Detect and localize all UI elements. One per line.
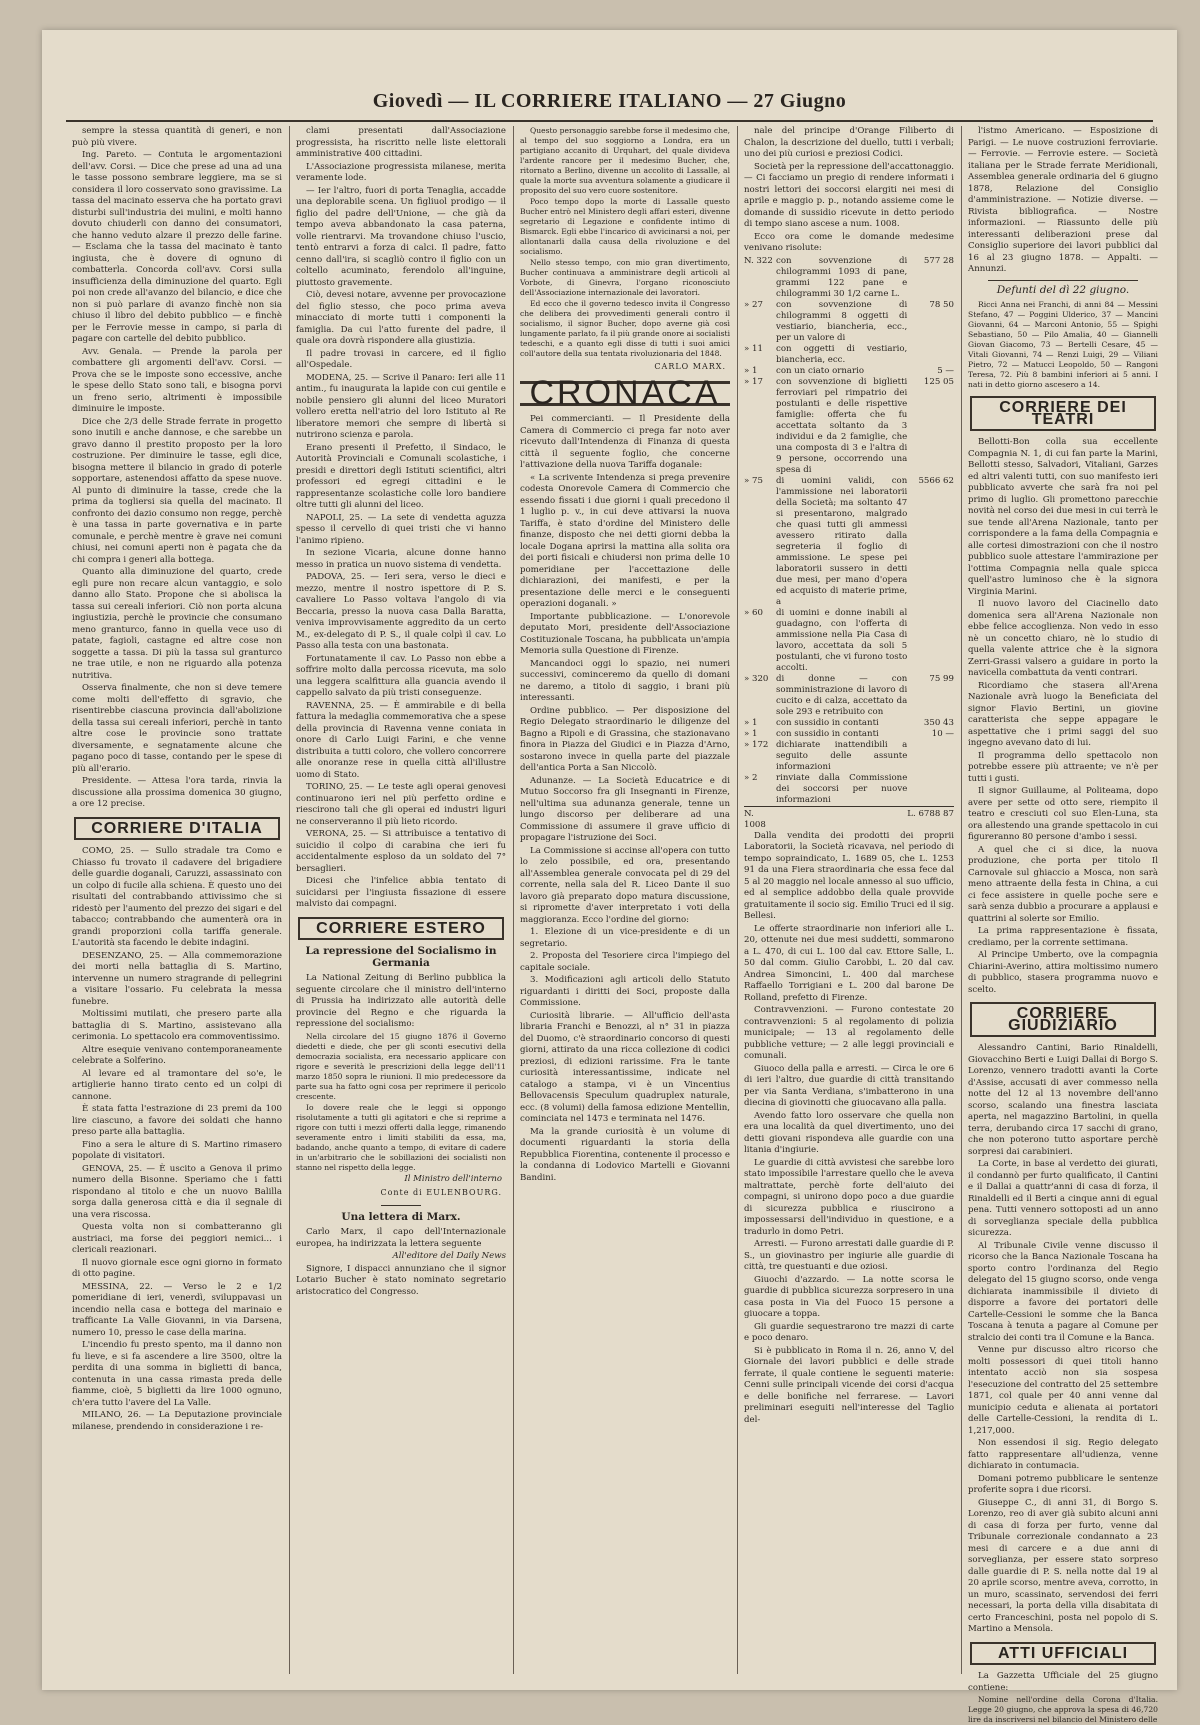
column-3 bbox=[520, 126, 730, 1674]
article-paragraph: MESSINA, 22. — Verso le 2 e 1/2 pomeridiane di ieri, venerdì, sviluppavasi un incendio nella casa e bottega del marinaio e trafficante La Valle Giovanni, in via Darsena, numero 10, presso le case della marina. bbox=[72, 1281, 282, 1338]
column-rule bbox=[737, 126, 738, 1674]
article-paragraph: clami presentati dall'Associazione progressista, ha riscritto nelle liste elettorali amministrative 400 cittadini. bbox=[296, 126, 506, 159]
ledger-amount bbox=[907, 773, 954, 807]
article-paragraph: Avendo fatto loro osservare che quella non era una località da quel divertimento, uno dei detti giovani rispondeva alle guardie con una litania d'ingiurie. bbox=[744, 1110, 954, 1155]
article-paragraph: Osserva finalmente, che non si deve temere come molti dell'effetto di sgravio, che risentirebbe ciascuna provincia dall'abolizione della tassa sui cereali inferiori, perchè in tanto altre cose le provincie sono trattate diversamente, e segnatamente alcune che pagano poco di tasse, contando per le spese di più all'erario. bbox=[72, 683, 282, 774]
article-paragraph: Nella circolare del 15 giugno 1876 il Governo diedetti e diede, che per gli sconti esecutivi della democrazia socialista, era necessario applicare con rigore e severità le prescrizioni della legge dell'11 marzo 1850 sopra le riunioni. Il mio predecessore da parte sua ha fatto ogni cosa per reprimere il pericolo crescente. bbox=[296, 1031, 506, 1101]
column-rule bbox=[289, 126, 290, 1674]
ledger-amount: 5566 62 bbox=[918, 475, 954, 486]
article-paragraph: DESENZANO, 25. — Alla commemorazione dei morti nella battaglia di S. Martino, intervenne un numero stragrande di pellegrini a visitare l'ossario. Fu celebrata la messa funebre. bbox=[72, 950, 282, 1007]
ledger-description: con sussidio in contanti bbox=[776, 717, 879, 728]
ledger-description: con oggetti di vestiario, biancheria, ecc. bbox=[776, 343, 908, 365]
article-paragraph: La Corte, in base al verdetto dei giurati, il condannò per furto qualificato, il Cantini e il Dallai a quattr'anni di casa di forza, il Rinaldelli ed il Berti a cinque anni di egual pena. Tutti vennero sottoposti ad un anno di sorveglianza speciale della pubblica sicurezza. bbox=[968, 1159, 1158, 1238]
column-5 bbox=[968, 126, 1158, 1724]
relief-ledger-table bbox=[744, 256, 954, 831]
ledger-amount: 350 43 bbox=[923, 717, 954, 728]
ledger-amount bbox=[907, 740, 954, 773]
article-paragraph: Alessandro Cantini, Bario Rinaldelli, Giovacchino Berti e Luigi Dallai di Borgo S. Lorenzo, vennero tradotti avanti la Corte d'Assise, accusati di aver commesso nella notte del 12 al 13 novembre dell'anno scorso, scalando una finestra lasciata aperta, nel magazzino Bartolini, in quella terra, derubando circa 17 sacchi di grano, che non poterono tutto asportare perchè sorpresi dai carabinieri. bbox=[968, 1043, 1158, 1157]
article-paragraph: All'editore del Daily News bbox=[392, 1251, 506, 1261]
article-paragraph: Adunanze. — La Società Educatrice e di Mutuo Soccorso fra gli Insegnanti in Firenze, nell'ultima sua adunanza generale, tenne un lungo discorso per deliberare ad una Commissione di assumere il grave ufficio di propagare l'istruzione dei Soci. bbox=[520, 775, 730, 843]
article-paragraph: La Commissione si accinse all'opera con tutto lo zelo possibile, ed ora, presentando all'Assemblea generale convocata pel di 29 del corrente, nella sala del R. Liceo Dante il suo lavoro già preparato dopo matura discussione, si ripromette d'aver interpretato i voti della maggioranza. Ecco l'ordine del giorno: bbox=[520, 845, 730, 925]
article-paragraph: Il nuovo lavoro del Ciacinello dato domenica sera all'Arena Nazionale non ebbe felice accoglienza. Non vedo in esso nè un concetto chiaro, nè lo studio di quella valente attrice che è la signora Zerri-Grassi valsero a guidare in porto la navicella combattuta da venti contrari. bbox=[968, 599, 1158, 678]
article-paragraph: Le guardie di città avvistesi che sarebbe loro stato impossibile l'arrestare quello che le aveva maltrattate, perchè forte dell'aiuto dei compagni, si unirono dopo poco a due guardie di sicurezza pubblica e riuscirono a impossessarsi dell'individuo in questione, e a tradurlo in domo Petri. bbox=[744, 1157, 954, 1237]
article-headline: La repressione del Socialismo in Germania bbox=[305, 945, 497, 969]
ledger-row bbox=[744, 377, 954, 476]
article-paragraph: Bellotti-Bon colla sua eccellente Compagnia N. 1, di cui fan parte la Marini, Bellotti stesso, Salvadori, Vitaliani, Garzes ed altri valenti tutti, con suo manifesto ieri pubblicato avverte che sarà fra noi pel primo di luglio. Gli promettono parecchie novità nel corso dei due mesi in cui terrà le sue tende all'Arena Nazionale, tanto per corrispondere a la fama della Compagnia e alle cortesi dimostrazioni con che il nostro pubblico suole attestare l'ammirazione per l'ottima Compagnia nella quale spicca quell'astro luminoso che è la signora Virginia Marini. bbox=[968, 437, 1158, 597]
signature-name: Conte di EULENBOURG. bbox=[380, 1188, 502, 1197]
article-paragraph: Ma la grande curiosità è un volume di documenti riguardanti la storia della Repubblica Fiorentina, contenente il processo e la condanna di Lodovico Martelli e Giovanni Bandini. bbox=[520, 1126, 730, 1183]
ledger-amount: 125 05 bbox=[923, 376, 954, 387]
ledger-description: con sussidio in contanti bbox=[776, 728, 879, 739]
article-paragraph: VERONA, 25. — Si attribuisce a tentativo di suicidio il colpo di carabina che ieri fu accidentalmente esploso da un soldato del 7° bersaglieri. bbox=[296, 829, 506, 874]
ledger-row bbox=[744, 773, 954, 807]
ledger-amount: 78 50 bbox=[929, 299, 954, 310]
article-paragraph: Domani potremo pubblicare le sentenze proferite sopra i due ricorsi. bbox=[968, 1473, 1158, 1495]
article-paragraph: Questa volta non si combatteranno gli austriaci, ma forse dei peggiori nemici... i clericali reazionari. bbox=[72, 1222, 282, 1255]
article-paragraph: La prima rappresentazione è fissata, crediamo, per la corrente settimana. bbox=[968, 926, 1158, 948]
ledger-row bbox=[744, 674, 954, 718]
article-paragraph: GENOVA, 25. — È uscito a Genova il primo numero della Bisonne. Speriamo che i fatti rispondano al titolo e che un nuovo Balilla sorga dalla generosa città e dia il segnale di una vera riscossa. bbox=[72, 1163, 282, 1220]
article-paragraph: Al levare ed al tramontare del so'e, le artiglierie hanno tirato cento ed un colpi di cannone. bbox=[72, 1068, 282, 1102]
ledger-amount: 5 — bbox=[937, 365, 954, 376]
column-2 bbox=[296, 126, 506, 1674]
article-paragraph: Il padre trovasi in carcere, ed il figlio all'Ospedale. bbox=[296, 348, 506, 370]
article-paragraph: Società per la repressione dell'accattonaggio. — Ci facciamo un pregio di rendere informati i nostri lettori dei soccorsi elargiti nei mesi di aprile e maggio p. p., notando assieme come le domande di sussidio ricevute in detto periodo di tempo siano ascese a num. 1008. bbox=[744, 161, 954, 229]
ledger-description: di uomini validi, con l'ammissione nei laboratorii della Società; ma soltanto 47 si presentarono, malgrado che quasi tutti gli ammessi avessero ritirato dalla segreteria il foglio di ammissione. Le spese pei laboratorii sussero in detti due mesi, per mano d'opera ed acquisto di materie prime, a bbox=[776, 475, 908, 607]
article-paragraph: Il signor Guillaume, al Politeama, dopo avere per sette od otto sere, riempito il teatro e cresciuti col suo Elen-Luna, sta ora allestendo una grande spettacolo in cui figureranno 80 persone d'ambo i sessi. bbox=[968, 786, 1158, 842]
article-paragraph: Al Principe Umberto, ove la compagnia Chiarini-Averino, attira moltissimo numero di pubblico, stasera programma nuovo e scelto. bbox=[968, 950, 1158, 995]
column-rule bbox=[961, 126, 962, 1674]
article-paragraph: Carlo Marx, il capo dell'Internazionale europea, ha indirizzata la lettera seguente bbox=[296, 1227, 506, 1249]
article-paragraph: In sezione Vicaria, alcune donne hanno messo in pratica un nuovo sistema di vendetta. bbox=[296, 548, 506, 570]
section-title-giudiziario: CORRIERE GIUDIZIARIO bbox=[970, 1002, 1156, 1037]
article-paragraph: Questo personaggio sarebbe forse il medesimo che, al tempo del suo soggiorno a Londra, era un partigiano accanito di Urquhart, del quale divideva l'ardente rancore per il medesimo Bucher, che, ritornato a Berlino, divenne un accolito di Lassalle, al quale la morte sua avventura solamente a giudicare il proposito del suo vero cuore sostenitore. bbox=[520, 126, 730, 195]
masthead: Giovedì — IL CORRIERE ITALIANO — 27 Giugno bbox=[372, 90, 847, 112]
masthead-rule bbox=[66, 120, 1153, 122]
article-paragraph: PADOVA, 25. — Ieri sera, verso le dieci e mezzo, mentre il nostro ispettore di P. S. cavaliere Lo Passo voltava l'angolo di via Beccaria, presso la nuova casa Dalla Baratta, veniva improvvisamente aggredito da un certo M., ex-delegato di P. S., il quale colpì il cav. Lo Passo alla testa con una bastonata. bbox=[296, 572, 506, 651]
ledger-count: » 320 bbox=[744, 673, 769, 684]
article-paragraph: Ecco ora come le domande medesime venivano risolute: bbox=[744, 231, 954, 253]
article-paragraph: Io dovere reale che le leggi si oppongo risolutamente a tutti gli agitatori e che si reprime a rigore con tutti i mezzi offerti dalla legge, rimanendo severamente entro i limiti stabiliti da essa, ma, badando, anche quanto a tempo, di evitare di cadere in un'arbitrario che le sobillazioni dei socialisti non stanno nel rispetto della legge. bbox=[296, 1102, 506, 1172]
article-paragraph: Pei commercianti. — Il Presidente della Camera di Commercio ci prega far noto aver ricevuto dall'Intendenza di Finanza di questa città il seguente foglio, che concerne l'attivazione della nuova Tariffa doganale: bbox=[520, 414, 730, 470]
article-paragraph: Giuoco della palla e arresti. — Circa le ore 6 di ieri l'altro, due guardie di città transitando per via Santa Verdiana, s'imbatterono in una diecina di giovinotti che giuocavano alla palla. bbox=[744, 1063, 954, 1108]
article-paragraph: Ricordiamo che stasera all'Arena Nazionale avrà luogo la Beneficiata del signor Flavio Bertini, un giovine caratterista che seppe appagare le aspettative che i primi saggi del suo ingegno avevano dato di lui. bbox=[968, 680, 1158, 748]
article-paragraph: Non essendosi il sig. Regio delegato fatto rappresentare all'udienza, venne dichiarato in contumacia. bbox=[968, 1438, 1158, 1471]
article-paragraph: Nomine nell'ordine della Corona d'Italia. Legge 20 giugno, che approva la spesa di 46,720 lire da inscriversi nel bilancio del Ministero delle bbox=[968, 1695, 1158, 1724]
article-paragraph: Altre esequie venivano contemporaneamente celebrate a Solferino. bbox=[72, 1044, 282, 1066]
article-paragraph: Nello stesso tempo, con mio gran divertimento, Bucher continuava a amministrare degli articoli al Vorbote, di Ginevra, l'organo riconosciuto dell'Associazione internazionale dei lavoratori. bbox=[520, 258, 730, 297]
signature: CARLO MARX. bbox=[654, 362, 726, 371]
ledger-amount bbox=[907, 608, 954, 674]
article-paragraph: l'istmo Americano. — Esposizione di Parigi. — Le nuove costruzioni ferroviarie. — Ferrovie. — Ferrovie estere. — Società italiana per le Strade ferrate Meridionali, Assemblea generale ordinaria del 6 giugno 1878, Relazione del Consiglio d'amministrazione. — Notizie diverse. — Rivista bibliografica. — Nostre informazioni. — Riassunto delle più interessanti deliberazioni prese dal Consiglio superiore dei lavori pubblici dal 16 al 23 giugno 1878. — Appalti. — Annunzi. bbox=[968, 126, 1158, 274]
ledger-row bbox=[744, 256, 954, 300]
ledger-amount: 577 28 bbox=[923, 255, 954, 266]
ledger-description: dichiarate inattendibili a seguito delle assunte informazioni bbox=[776, 739, 908, 772]
ledger-count: » 2 bbox=[744, 772, 758, 783]
article-paragraph: Gli guardie sequestrarono tre mazzi di carte e poco denaro. bbox=[744, 1321, 954, 1343]
ledger-count: N. 322 bbox=[744, 255, 773, 266]
signature: Il Ministro dell'interno bbox=[404, 1173, 502, 1184]
ledger-description: di uomini e donne inabili al guadagno, con l'offerta di ammissione nella Pia Casa di lavoro, accettata da soli 5 postulanti, che vi furono tosto accolti. bbox=[776, 607, 908, 673]
article-paragraph: sempre la stessa quantità di generi, e non può più vivere. bbox=[72, 126, 282, 148]
defunti-list: Ricci Anna nei Franchi, di anni 84 — Messini Stefano, 47 — Poggini Ulderico, 37 — Mancini Giovanni, 64 — Marconi Antonio, 55 — Spighi Sebastiano, 50 — Pilo Amalia, 40 — Giannelli Giovan Giacomo, 73 — Bertelli Cesare, 45 — Vitali Giovanni, 74 — Renzi Luigi, 29 — Viliani Pietro, 72 — Matucci Leopoldo, 50 — Rangoni Teresa, 72. Più 8 bambini inferiori ai 5 anni. I nati in detto giorno ascesero a 14. bbox=[968, 300, 1158, 389]
article-paragraph: Giuseppe C., di anni 31, di Borgo S. Lorenzo, reo di aver già subito alcuni anni di casa di forza per furto, venne dal Tribunale correzionale condannato a 23 mesi di carcere e a due anni di sorveglianza, per essere stato sorpreso dalle guardie di P. S. nella notte dal 19 al 20 aprile scorso, mentre aveva, corrotto, in un muro, scassinato, servendosi dei ferri necessari, la porta della villa disabitata di certo Franceschini, posta nel popolo di S. Martino a Mensola. bbox=[968, 1497, 1158, 1634]
article-paragraph: Fortunatamente il cav. Lo Passo non ebbe a soffrire molto dalla percossa ricevuta, ma solo una leggera scalfittura alla guancia avendo il cappello salvato da più tristi conseguenze. bbox=[296, 653, 506, 698]
article-paragraph: Curiosità librarie. — All'ufficio dell'asta libraria Franchi e Benozzi, al n° 31 in piazza del Duomo, c'è straordinario concorso di questi giorni, attirato da una ricca collezione di codici preziosi, di edizioni rarissime. Fra le tante curiosità interessantissime, indicate nel catalogo a stampa, vi è un Vincentius Bellovacensis Speculum quadruplex naturale, ecc. (8 volumi) della famosa edizione Mentellin, cominciata nel 1473 e terminata nel 1476. bbox=[520, 1010, 730, 1124]
ledger-count: » 27 bbox=[744, 299, 763, 310]
article-paragraph: Dice che 2/3 delle Strade ferrate in progetto sono inutili e anche dannose, e che sarebbe un gravo danno il prestito proposto per la loro costruzione. Per diminuire le tasse, egli dice, bisogna mettere il bilancio in grado di poterle sopportare, astenendosi affatto da spese nuove. Al punto di diminuire la tasse, crede che la prima da togliersi sia quella del macinato. Il confronto dei dazio consumo non regge, perchè è una tassa in parte governativa e in parte comunale, e perchè mentre è grave nei comuni chiusi, nei comuni aperti non è pagata che da chi compra i generi alla bottega. bbox=[72, 416, 282, 565]
article-paragraph: — Ier l'altro, fuori di porta Tenaglia, accadde una deplorabile scena. Un figliuol prodigo — il figlio del padre dell'Unione, — che già da tempo aveva abbandonato la casa paterna, volle rientrarvi. Ma trovandone chiuso l'uscio, tentò entrarvi a forza di calci. Il padre, fatto cenno dall'ira, si scagliò contro il figlio con un coltello acuminato, ferendolo all'inguine, piuttosto gravemente. bbox=[296, 185, 506, 288]
section-title-teatri: CORRIERE DEI TEATRI bbox=[970, 396, 1156, 431]
article-paragraph: Signore, I dispacci annunziano che il signor Lotario Bucher è stato nominato segretario aristocratico del Congresso. bbox=[296, 1263, 506, 1297]
ledger-row bbox=[744, 476, 954, 608]
ledger-row bbox=[744, 718, 954, 729]
ledger-row bbox=[744, 344, 954, 366]
article-paragraph: Si è pubblicato in Roma il n. 26, anno V, del Giornale dei lavori pubblici e delle strade ferrate, il quale contiene le seguenti materie: Cenni sulle principali vicende dei corsi d'acqua e delle bonifiche nel ferrarese. — Lavori preliminari eseguiti nell'interesse del Taglio del- bbox=[744, 1345, 954, 1425]
ledger-count: » 1 bbox=[744, 717, 758, 728]
article-paragraph: L'Associazione progressista milanese, merita veramente lode. bbox=[296, 161, 506, 183]
ledger-row bbox=[744, 740, 954, 773]
ledger-total-count: N. 1008 bbox=[744, 806, 776, 831]
article-paragraph: Erano presenti il Prefetto, il Sindaco, le Autorità Provinciali e Comunali scolastiche, i presidi e direttori degli Istituti scientifici, altri professori ed egregi cittadini e le rappresentanze scolastiche colle loro bandiere oltre tutti gli alunni del liceo. bbox=[296, 442, 506, 510]
column-4 bbox=[744, 126, 954, 1674]
article-paragraph: MILANO, 26. — La Deputazione provinciale milanese, prendendo in considerazione i re- bbox=[72, 1410, 282, 1432]
divider bbox=[988, 280, 1138, 281]
ledger-count: » 60 bbox=[744, 607, 763, 618]
ledger-count: » 75 bbox=[744, 475, 763, 486]
article-headline: Una lettera di Marx. bbox=[341, 1210, 461, 1223]
article-paragraph: Importante pubblicazione. — L'onorevole deputato Mori, presidente dell'Associazione Costituzionale Toscana, ha pubblicata un'ampia Memoria sulla Questione di Firenze. bbox=[520, 611, 730, 656]
ledger-total-row bbox=[744, 806, 954, 831]
ledger-row bbox=[744, 300, 954, 344]
article-paragraph: Arresti. — Furono arrestati dalle guardie di P. S., un giovinastro per ingiurie alle guardie di città, tre questuanti e due oziosi. bbox=[744, 1239, 954, 1272]
article-paragraph: Mancandoci oggi lo spazio, nei numeri successivi, cominceremo da quello di domani ne daremo, a titolo di saggio, i brani più interessanti. bbox=[520, 658, 730, 703]
article-paragraph: Ed ecco che il governo tedesco invita il Congresso che delibera dei provvedimenti generali contro il socialismo, il signor Bucher, dopo averne già così lungamente parlato, fa il più grande onore ai socialisti tedeschi, e a quanto egli disse di tutti i suoi amici coll'autore della sua tentata rivoluzionaria del 1848. bbox=[520, 299, 730, 358]
article-paragraph: Dicesi che l'infelice abbia tentato di suicidarsi per l'ingiusta fissazione di essere malvisto dai compagni. bbox=[296, 876, 506, 909]
article-paragraph: Fino a sera le alture di S. Martino rimasero popolate di visitatori. bbox=[72, 1139, 282, 1161]
article-paragraph: 2. Proposta del Tesoriere circa l'impiego del capitale sociale. bbox=[520, 951, 730, 973]
ledger-description: rinviate dalla Commissione dei soccorsi per nuove informazioni bbox=[776, 772, 908, 805]
article-paragraph: RAVENNA, 25. — È ammirabile e di bella fattura la medaglia commemorativa che a spese della provincia di Ravenna venne coniata in onore di Carlo Luigi Farini, e che venne distribuita a tutti coloro, che vollero concorrere alle onoranze rese in quella città all'illustre uomo di Stato. bbox=[296, 700, 506, 780]
article-paragraph: NAPOLI, 25. — La sete di vendetta aguzza spesso il cervello di quei tristi che vi hanno l'animo ripieno. bbox=[296, 512, 506, 546]
article-paragraph: Dalla vendita dei prodotti dei proprii Laboratorii, la Società ricavava, nel periodo di tempo sopraindicato, L. 1689 05, che L. 1253 91 da una Fiera straordinaria che essa fece dal 5 al 20 maggio nel locale annesso al suo ufficio, ed al semplice addobbo della quale provvide gratuitamente il socio sig. Emilio Truci ed il sig. Bellesi. bbox=[744, 830, 954, 921]
ledger-total-amount: L. 6788 87 bbox=[907, 806, 954, 831]
article-paragraph: TORINO, 25. — Le teste agli operai genovesi continuarono ieri nel più perfetto ordine e riescirono tali che gli operai ed industri liguri ne conserveranno il più lieto ricordo. bbox=[296, 782, 506, 827]
article-paragraph: La Gazzetta Ufficiale del 25 giugno contiene: bbox=[968, 1671, 1158, 1693]
article-paragraph: A quel che ci si dice, la nuova produzione, che porta per titolo Il Carnovale sul ghiaccio a Mosca, non sarà meno attraente della festa in China, a cui ci fece assistere in quelle poche sere e sarà senza dubbio a procurare a applausi e quattrini al solerte sor Emilio. bbox=[968, 844, 1158, 924]
article-paragraph: L'incendio fu presto spento, ma il danno non fu lieve, e si fa ascendere a lire 3500, oltre la perdita di una somma in biglietti di banca, contenuta in una cassa rimasta preda delle fiamme, cioè, 5 biglietti da lire 1000 ognuno, ch'era tutto l'avere del La Valle. bbox=[72, 1340, 282, 1408]
article-paragraph: MODENA, 25. — Scrive il Panaro: Ieri alle 11 antim., fu inaugurata la lapide con cui gentile e nobile pensiero gli alunni del liceo Muratori vollero eretta nell'atrio del loro Istituto al Re liberatore memori che sempre di libertà si nutrirono scienza e parola. bbox=[296, 372, 506, 440]
ledger-description: con sovvenzione di chilogrammi 1093 di pane, grammi 122 pane e chilogrammi 30 1/2 carne L. bbox=[776, 255, 908, 299]
article-paragraph: Ing. Pareto. — Contuta le argomentazioni dell'avv. Corsi. — Dice che prese ad una ad una le tasse possono sembrare leggiere, ma se si considera il loro cosservato sono gravissime. La tassa del macinato esserva che ha portato gravi disturbi sull'industria dei mulini, e molti hanno dovuto chiuderli con danno dei consumatori, che hanno veduto alzare il prezzo delle farine. — Esclama che la tassa del macinato è tanto ingiusta, che è dovere di ognuno di combatterla. Concorda coll'avv. Corsi sulla insufficienza della diminuzione del quarto. Egli poi non crede all'avanzo del bilancio, e dice che non si può parlare di avanzo finchè non sia chiuso il libro del debito pubblico — e finchè per le Ferrovie messe in campo, si parla di pagare con cartelle del debito pubblico. bbox=[72, 150, 282, 344]
ledger-amount: 10 — bbox=[931, 728, 954, 739]
ledger-count: » 172 bbox=[744, 739, 769, 750]
article-paragraph: nale del principe d'Orange Filiberto di Chalon, la descrizione del duello, tutti i verbali; uno dei più curiosi e preziosi Codici. bbox=[744, 126, 954, 159]
ledger-count: » 17 bbox=[744, 376, 763, 387]
column-rule bbox=[513, 126, 514, 1674]
ledger-count: » 1 bbox=[744, 728, 758, 739]
article-paragraph: 1. Elezione di un vice-presidente e di un segretario. bbox=[520, 927, 730, 949]
ledger-amount bbox=[907, 344, 954, 366]
ledger-row bbox=[744, 729, 954, 740]
article-paragraph: È stata fatta l'estrazione di 23 premi da 100 lire ciascuno, a favore dei soldati che hanno preso parte alla battaglia. bbox=[72, 1104, 282, 1137]
article-paragraph: La National Zeitung di Berlino pubblica la seguente circolare che il ministro dell'interno di Prussia ha indirizzato alle autorità delle provincie del Regno e che riguarda la repressione del socialismo: bbox=[296, 973, 506, 1029]
divider bbox=[381, 1205, 421, 1206]
column-1 bbox=[72, 126, 282, 1674]
article-paragraph: « La scrivente Intendenza si prega prevenire codesta Onorevole Camera di Commercio che essendo fissati i due giorni i quali precedono il 1 luglio p. v., in cui deve attivarsi la nuova Tariffa, è stato d'ordine del Ministero delle finanze, disposto che nei detti giorni debba la locale Dogana aprirsi la mattina alla solita ora dei porti fisicali e chiudersi non prima delle 10 pomeridiane per l'accettazione delle dichiarazioni, dei manifesti, e per la presentazione delle merci e le conseguenti operazioni doganali. » bbox=[520, 472, 730, 609]
ledger-row bbox=[744, 366, 954, 377]
article-paragraph: Poco tempo dopo la morte di Lassalle questo Bucher entrò nel Ministero degli affari esteri, divenne segretario di Legazione e confidente intimo di Bismarck. Egli ebbe l'incarico di avvicinarsi a noi, per allontanarli dalla causa della rivoluzione e del socialismo. bbox=[520, 197, 730, 256]
article-paragraph: COMO, 25. — Sullo stradale tra Como e Chiasso fu trovato il cadavere del brigadiere delle guardie doganali, Caruzzi, assassinato con un colpo di fucile alla schiena. È questo uno dei risultati del contrabbando attivissimo che si ridestò per l'aumento del prezzo dei sigari e del tabacco; contrabbando che aumenterà ora in grandi proporzioni colla tariffa generale. L'autorità sta facendo le debite indagini. bbox=[72, 846, 282, 948]
ledger-description: con un ciato ornario bbox=[776, 365, 865, 376]
article-paragraph: Il programma dello spettacolo non potrebbe essere più attraente; ve n'è per tutti i gusti. bbox=[968, 750, 1158, 784]
section-title-atti: ATTI UFFICIALI bbox=[970, 1642, 1156, 1666]
article-paragraph: Presidente. — Attesa l'ora tarda, rinvia la discussione alla prossima domenica 30 giugno, a ore 12 precise. bbox=[72, 776, 282, 809]
article-paragraph: Ordine pubblico. — Per disposizione del Regio Delegato straordinario le diligenze del Bagno a Ripoli e di Grassina, che stazionavano finora in Piazza del Giudici e in Piazza d'Arno, sostarono invece in quella parte del piazzale dell'antica Porta a San Niccolò. bbox=[520, 705, 730, 773]
article-paragraph: Ciò, devesi notare, avvenne per provocazione del figlio stesso, che poco prima aveva minacciato di morte tutti i componenti la famiglia. Da cui l'atto furente del padre, il quale ora dovrà rispondere alla giustizia. bbox=[296, 290, 506, 346]
article-paragraph: 3. Modificazioni agli articoli dello Statuto riguardanti i diritti dei Soci, proposte dalla Commissione. bbox=[520, 975, 730, 1008]
ledger-count: » 11 bbox=[744, 343, 763, 354]
article-paragraph: Moltissimi mutilati, che presero parte alla battaglia di S. Martino, assistevano alla cerimonia. Lo spettacolo era commoventissimo. bbox=[72, 1009, 282, 1042]
defunti-heading: Defunti del dì 22 giugno. bbox=[996, 283, 1130, 296]
article-paragraph: Avv. Genala. — Prende la parola per combattere gli argomenti dell'avv. Corsi. — Prova che se le imposte sono eccessive, anche le spese dello Stato sono tali, e bisogna porvi un freno serio, altrimenti è impossibile diminuire le imposte. bbox=[72, 346, 282, 414]
ledger-row bbox=[744, 608, 954, 674]
article-paragraph: Giuochi d'azzardo. — La notte scorsa le guardie di pubblica sicurezza sorpresero in una casa posta in Via del Fuoco 15 persone a giuocare a toppa. bbox=[744, 1274, 954, 1319]
ledger-description: con sovvenzione di biglietti ferroviari pel rimpatrio dei postulanti e delle rispettive famiglie: offerta che fu accettata soltanto da 3 individui e da 2 famiglie, che una composta di 3 e l'altra di 9 persone, occorrendo una spesa di bbox=[776, 376, 908, 475]
section-title-italia: CORRIERE D'ITALIA bbox=[74, 817, 280, 841]
article-paragraph: Al Tribunale Civile venne discusso il ricorso che la Banca Nazionale Toscana ha sporto contro l'ordinanza del Regio delegato del 15 giugno scorso, onde venga dichiarata inammissibile il divieto di disporre a favore dei portatori delle Cartelle-Cessioni le somme che la Banca Toscana à tenuta a pagare al Comune per stralcio dei conti tra il Comune e la Banca. bbox=[968, 1240, 1158, 1343]
ledger-count: » 1 bbox=[744, 365, 758, 376]
article-paragraph: Quanto alla diminuzione del quarto, crede egli pure non recare alcun vantaggio, e solo danno allo Stato. Propone che si abolisca la tassa sui cereali inferiori. Ciò non porta alcuna ingiustizia, perchè le provincie che consumano meno granturco, fanno in quella vece uso di patate, fagioli, castagne ed altre cose non soggette a tassa. Di più la tassa sul granturco ne trae utile, e non ne riguardo alla potenza nutritiva. bbox=[72, 567, 282, 681]
section-title-estero: CORRIERE ESTERO bbox=[298, 917, 504, 941]
newspaper-page bbox=[42, 30, 1177, 1724]
ledger-description: di donne — con somministrazione di lavoro di cucito e di calza, accettato da sole 293 e retribuito con bbox=[776, 673, 908, 717]
article-paragraph: Le offerte straordinarie non inferiori alle L. 20, ottenute nei due mesi suddetti, sommarono a L. 470, di cui L. 100 dal cav. Ettore Salle, L. 50 dal comm. Giulio Carobbi, L. 20 dal cav. Andrea Simoncini, L. 400 dal marchese Raffaello Torrigiani e L. 200 dal barone De Rolland, prefetto di Firenze. bbox=[744, 923, 954, 1003]
ledger-amount: 75 99 bbox=[929, 673, 954, 684]
article-paragraph: Il nuovo giornale esce ogni giorno in formato di otto pagine. bbox=[72, 1257, 282, 1279]
article-paragraph: Contravvenzioni. — Furono contestate 20 contravvenzioni: 5 al regolamento di polizia municipale; — 13 al regolamento delle pubbliche vetture; — 2 alle leggi provinciali e comunali. bbox=[744, 1005, 954, 1061]
section-title-cronaca: CRONACA bbox=[520, 381, 730, 407]
ledger-description: con sovvenzione di chilogrammi 8 oggetti di vestiario, biancheria, ecc., per un valore di bbox=[776, 299, 908, 343]
article-paragraph: Venne pur discusso altro ricorso che molti possessori di quei titoli hanno intentato acciò non sia sospesa l'esecuzione del contratto del 25 settembre 1871, col quale per 40 anni venne dal municipio ceduta e alienata ai portatori delle Cartelle-Cessioni, la rendita di L. 1,217,000. bbox=[968, 1345, 1158, 1436]
